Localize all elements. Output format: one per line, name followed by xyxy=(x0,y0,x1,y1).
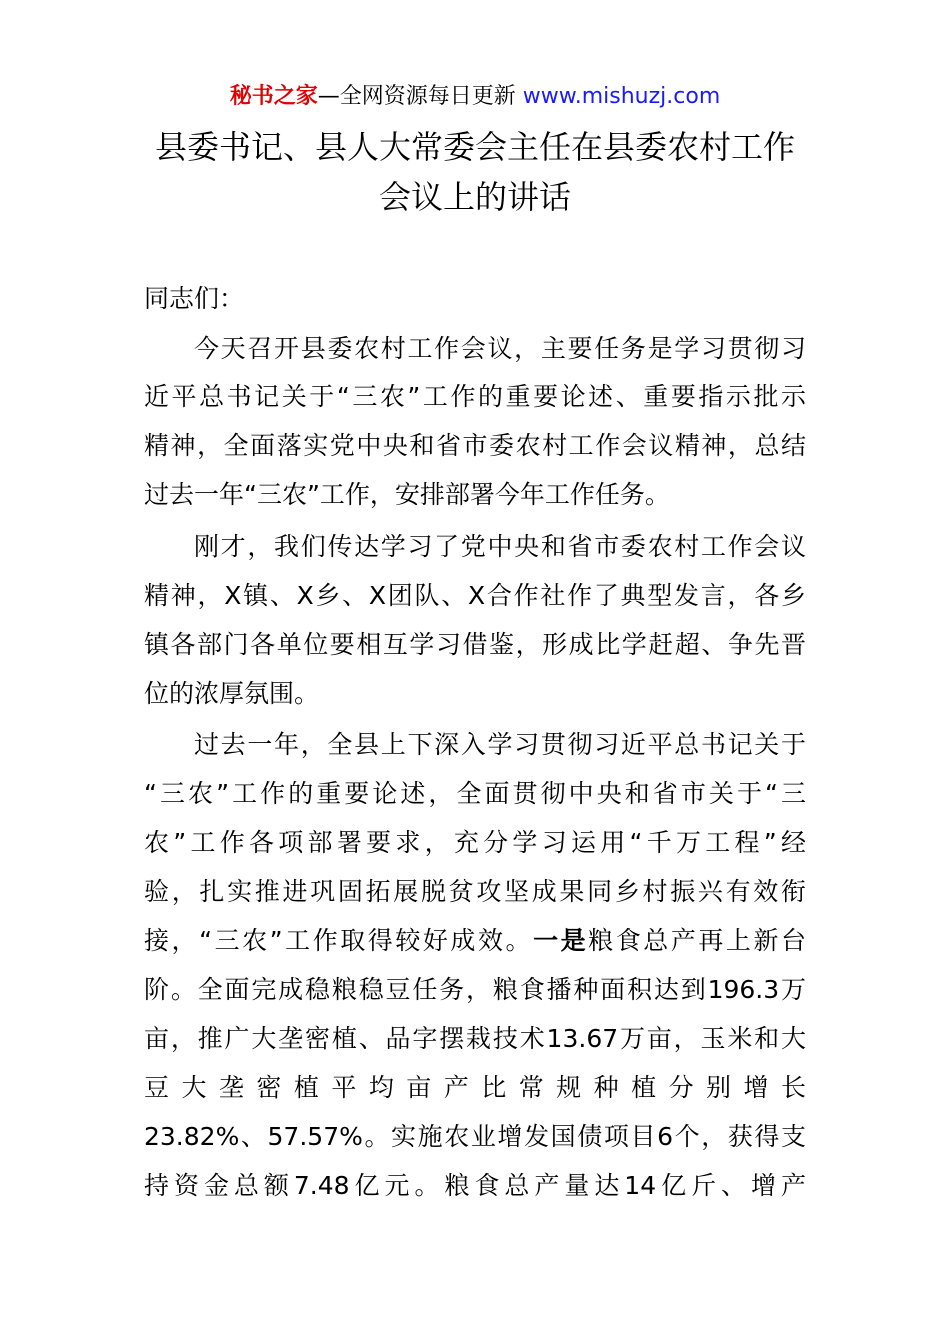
document-title-line-1: 县委书记、县人大常委会主任在县委农村工作 xyxy=(154,128,795,166)
glyph: 常 xyxy=(518,1073,544,1102)
salutation: 同志们： xyxy=(144,284,245,313)
glyph: 植 xyxy=(631,1073,657,1102)
site-url-link[interactable]: www.mishuzj.com xyxy=(522,84,721,109)
paragraph-2-line: 刚才，我们传达学习了党中央和省市委农村工作会议 xyxy=(194,532,806,561)
paragraph-3-line xyxy=(144,1071,806,1105)
glyph: 亩 xyxy=(406,1073,432,1102)
paragraph-3-line: 农”工作各项部署要求，充分学习运用“千万工程”经 xyxy=(144,828,806,857)
paragraph-3-line: 过去一年，全县上下深入学习贯彻习近平总书记关于 xyxy=(194,730,806,759)
document-title-line-2: 会议上的讲话 xyxy=(378,178,571,216)
glyph: 分 xyxy=(668,1073,694,1102)
glyph: 增 xyxy=(743,1073,769,1102)
paragraph-3-line: 亩，推广大垄密植、品字摆栽技术13.67万亩，玉米和大 xyxy=(144,1024,806,1053)
site-header xyxy=(0,82,950,112)
paragraph-3-text: 粮食总产再上新台 xyxy=(588,926,806,955)
glyph: 密 xyxy=(256,1073,282,1102)
paragraph-3-line xyxy=(144,924,806,958)
paragraph-1-line: 过去一年“三农”工作，安排部署今年工作任务。 xyxy=(144,480,670,509)
glyph: 大 xyxy=(181,1073,207,1102)
glyph: 比 xyxy=(481,1073,507,1102)
glyph: 别 xyxy=(706,1073,732,1102)
paragraph-2-line: 位的浓厚氛围。 xyxy=(144,679,320,708)
glyph: 平 xyxy=(331,1073,357,1102)
glyph: 产 xyxy=(443,1073,469,1102)
paragraph-2-line: 精神，X镇、X乡、X团队、X合作社作了典型发言，各乡 xyxy=(144,581,806,610)
paragraph-3-line: 验，扎实推进巩固拓展脱贫攻坚成果同乡村振兴有效衔 xyxy=(144,877,806,906)
paragraph-1-line: 今天召开县委农村工作会议，主要任务是学习贯彻习 xyxy=(194,334,806,363)
paragraph-1-line: 近平总书记关于“三农”工作的重要论述、重要指示批示 xyxy=(144,382,806,411)
paragraph-3-line: 持资金总额7.48亿元。粮食总产量达14亿斤、增产 xyxy=(144,1171,806,1200)
glyph: 植 xyxy=(293,1073,319,1102)
paragraph-3-line: 23.82%、57.57%。实施农业增发国债项目6个，获得支 xyxy=(144,1122,806,1151)
glyph: 种 xyxy=(593,1073,619,1102)
paragraph-3-text: 接，“三农”工作取得较好成效。 xyxy=(144,926,534,955)
paragraph-3-line: “三农”工作的重要论述，全面贯彻中央和省市关于“三 xyxy=(144,779,806,808)
glyph: 豆 xyxy=(144,1073,170,1102)
site-brand: 秘书之家 xyxy=(229,84,318,109)
point-one-marker: 一是 xyxy=(533,926,589,955)
paragraph-1-line: 精神，全面落实党中央和省市委农村工作会议精神，总结 xyxy=(144,431,806,460)
glyph: 垄 xyxy=(218,1073,244,1102)
paragraph-2-line: 镇各部门各单位要相互学习借鉴，形成比学赶超、争先晋 xyxy=(144,630,806,659)
paragraph-3-line: 阶。全面完成稳粮稳豆任务，粮食播种面积达到196.3万 xyxy=(144,975,806,1004)
glyph: 均 xyxy=(368,1073,394,1102)
glyph: 长 xyxy=(780,1073,806,1102)
site-tagline: —全网资源每日更新 xyxy=(317,84,516,109)
glyph: 规 xyxy=(556,1073,582,1102)
